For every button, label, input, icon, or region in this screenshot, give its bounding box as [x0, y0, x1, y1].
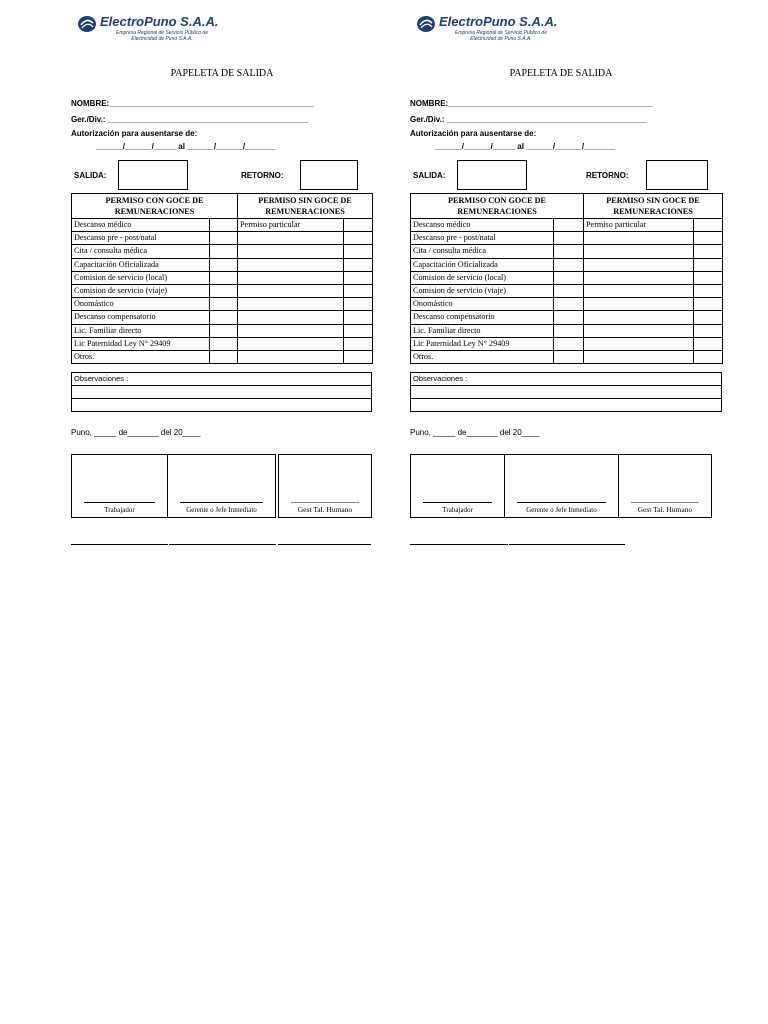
- unpaid-leave-check[interactable]: [344, 350, 373, 363]
- paid-leave-item: Descanso médico: [411, 219, 554, 232]
- permission-row: [411, 284, 723, 297]
- signature-line: [291, 502, 359, 503]
- paid-leave-check[interactable]: [554, 271, 584, 284]
- time-row: [410, 160, 712, 196]
- permission-row: [72, 350, 373, 363]
- bottom-line: [278, 544, 371, 545]
- paid-leave-item: Comision de servicio (viaje): [411, 284, 554, 297]
- unpaid-leave-check[interactable]: [344, 298, 373, 311]
- unpaid-leave-item: [584, 245, 694, 258]
- paid-leave-check[interactable]: [554, 258, 584, 271]
- observations-label: Observaciones :: [411, 373, 721, 386]
- name-field[interactable]: NOMBRE:______________________________________________: [71, 99, 314, 108]
- paid-leave-item: Comision de servicio (local): [72, 271, 210, 284]
- authorization-label: Autorización para ausentarse de:: [410, 129, 537, 138]
- hr-signature-box[interactable]: [278, 454, 372, 518]
- unpaid-leave-item: [584, 337, 694, 350]
- paid-leave-check[interactable]: [210, 219, 238, 232]
- manager-signature-box[interactable]: [168, 454, 276, 518]
- unpaid-leave-item: [584, 271, 694, 284]
- paid-leave-check[interactable]: [210, 245, 238, 258]
- unpaid-leave-check[interactable]: [344, 284, 373, 297]
- permission-row: [411, 337, 723, 350]
- observations-box[interactable]: [410, 372, 722, 412]
- permission-row: [72, 258, 373, 271]
- company-logo: [416, 12, 712, 48]
- unpaid-leave-check[interactable]: [344, 245, 373, 258]
- unpaid-leave-item: [584, 324, 694, 337]
- paid-leave-check[interactable]: [210, 271, 238, 284]
- time-row: [71, 160, 373, 196]
- paid-leave-header: PERMISO CON GOCE DE REMUNERACIONES: [72, 194, 238, 219]
- signature-row: [410, 454, 712, 518]
- paid-leave-item: Otros.: [411, 350, 554, 363]
- paid-leave-item: Descanso médico: [72, 219, 210, 232]
- name-field[interactable]: NOMBRE:______________________________________________: [410, 99, 653, 108]
- unpaid-leave-check[interactable]: [344, 324, 373, 337]
- signature-line: [517, 502, 606, 503]
- paid-leave-check[interactable]: [554, 324, 584, 337]
- paid-leave-check[interactable]: [210, 337, 238, 350]
- unpaid-leave-item: [238, 298, 344, 311]
- bottom-line: [71, 544, 168, 545]
- date-range-field[interactable]: ______/______/_____ al ______/______/_______: [435, 142, 616, 151]
- unpaid-leave-item: [584, 258, 694, 271]
- permit-form-left: [71, 12, 373, 550]
- paid-leave-item: Comision de servicio (viaje): [72, 284, 210, 297]
- bottom-lines: [410, 544, 712, 550]
- permission-row: [411, 271, 723, 284]
- unpaid-leave-item: [238, 350, 344, 363]
- manager-signature-box[interactable]: [505, 454, 619, 518]
- unpaid-leave-item: [238, 232, 344, 245]
- paid-leave-check[interactable]: [554, 337, 584, 350]
- observations-line[interactable]: [72, 399, 371, 411]
- signature-line: [180, 502, 263, 503]
- unpaid-leave-item: [584, 284, 694, 297]
- unpaid-leave-header: PERMISO SIN GOCE DE REMUNERACIONES: [238, 194, 373, 219]
- signature-row: [71, 454, 373, 518]
- observations-box[interactable]: [71, 372, 372, 412]
- paid-leave-item: Comision de servicio (local): [411, 271, 554, 284]
- paid-leave-check[interactable]: [554, 245, 584, 258]
- paid-leave-check[interactable]: [210, 350, 238, 363]
- departure-label: SALIDA:: [413, 171, 446, 180]
- unpaid-leave-check[interactable]: [344, 232, 373, 245]
- paid-leave-check[interactable]: [210, 284, 238, 297]
- paid-leave-item: Lic. Familiar directo: [411, 324, 554, 337]
- paid-leave-item: Lic Paternidad Ley N° 29409: [72, 337, 210, 350]
- logo-emblem-icon: [416, 14, 436, 34]
- paid-leave-item: Descanso compensatorio: [411, 311, 554, 324]
- observations-label: Observaciones :: [72, 373, 371, 386]
- bottom-line: [410, 544, 508, 545]
- unpaid-leave-item: [238, 311, 344, 324]
- worker-signature-box[interactable]: [410, 454, 505, 518]
- permission-row: [72, 298, 373, 311]
- unpaid-leave-item: [238, 324, 344, 337]
- signature-line: [631, 502, 699, 503]
- hr-signature-box[interactable]: [619, 454, 712, 518]
- paid-leave-check[interactable]: [210, 258, 238, 271]
- permission-row: [411, 219, 723, 232]
- paid-leave-item: Lic Paternidad Ley N° 29409: [411, 337, 554, 350]
- logo-emblem-icon: [77, 14, 97, 34]
- unpaid-leave-check[interactable]: [344, 258, 373, 271]
- paid-leave-item: Capacitación Oficializada: [72, 258, 210, 271]
- permission-row: [411, 232, 723, 245]
- permission-row: [72, 337, 373, 350]
- permission-row: [411, 311, 723, 324]
- permission-row: [72, 232, 373, 245]
- permission-row: [72, 271, 373, 284]
- manager-signature-label: Gerente o Jefe Inmediato: [526, 506, 597, 515]
- unpaid-leave-check[interactable]: [694, 324, 723, 337]
- worker-signature-label: Trabajador: [104, 506, 135, 515]
- signature-line: [423, 502, 492, 503]
- brand-tagline: Empresa Regional de Servicio Público de Electricidad de Puno S.A.A.: [455, 30, 547, 42]
- paid-leave-item: Onomástico: [72, 298, 210, 311]
- paid-leave-check[interactable]: [554, 298, 584, 311]
- permission-row: [411, 245, 723, 258]
- unpaid-leave-item: Permiso particular: [238, 219, 344, 232]
- permission-row: [411, 258, 723, 271]
- permission-row: [72, 219, 373, 232]
- unpaid-leave-item: [584, 311, 694, 324]
- unpaid-leave-item: Permiso particular: [584, 219, 694, 232]
- unpaid-leave-item: [584, 232, 694, 245]
- unpaid-leave-check[interactable]: [694, 258, 723, 271]
- return-time-box[interactable]: [646, 160, 708, 190]
- place-date-field[interactable]: Puno, _____ de_______ del 20____: [410, 428, 540, 438]
- unpaid-leave-item: [238, 284, 344, 297]
- departure-time-box[interactable]: [118, 160, 188, 190]
- paid-leave-check[interactable]: [210, 311, 238, 324]
- unpaid-leave-item: [238, 337, 344, 350]
- bottom-line: [169, 544, 276, 545]
- permission-row: [411, 350, 723, 363]
- authorization-label: Autorización para ausentarse de:: [71, 129, 198, 138]
- permission-row: [72, 311, 373, 324]
- division-field[interactable]: Ger./Div.: _____________________________________________: [71, 115, 308, 124]
- paid-leave-item: Otros.: [72, 350, 210, 363]
- observations-line[interactable]: [411, 399, 721, 411]
- paid-leave-check[interactable]: [210, 232, 238, 245]
- permission-table: [71, 193, 373, 364]
- unpaid-leave-check[interactable]: [694, 245, 723, 258]
- paid-leave-header: PERMISO CON GOCE DE REMUNERACIONES: [411, 194, 584, 219]
- company-logo: [77, 12, 373, 48]
- place-date-field[interactable]: Puno, _____ de_______ del 20____: [71, 428, 201, 438]
- paid-leave-check[interactable]: [554, 350, 584, 363]
- paid-leave-check[interactable]: [554, 219, 584, 232]
- manager-signature-label: Gerente o Jefe Inmediato: [186, 506, 257, 515]
- bottom-line: [509, 544, 625, 545]
- brand-name: ElectroPuno S.A.A.: [100, 14, 219, 29]
- division-field[interactable]: Ger./Div.: _____________________________________________: [410, 115, 647, 124]
- brand-name: ElectroPuno S.A.A.: [439, 14, 558, 29]
- unpaid-leave-check[interactable]: [694, 311, 723, 324]
- permission-row: [411, 298, 723, 311]
- unpaid-leave-check[interactable]: [694, 271, 723, 284]
- permission-row: [411, 324, 723, 337]
- worker-signature-label: Trabajador: [442, 506, 473, 515]
- permission-row: [72, 324, 373, 337]
- unpaid-leave-check[interactable]: [694, 284, 723, 297]
- return-label: RETORNO:: [241, 171, 284, 180]
- hr-signature-label: Gest Tal. Humano: [297, 505, 353, 515]
- unpaid-leave-check[interactable]: [344, 311, 373, 324]
- unpaid-leave-item: [238, 271, 344, 284]
- observations-line[interactable]: [411, 386, 721, 399]
- paid-leave-check[interactable]: [554, 311, 584, 324]
- date-range-field[interactable]: ______/______/_____ al ______/______/_______: [96, 142, 277, 151]
- unpaid-leave-item: [238, 245, 344, 258]
- paid-leave-item: Descanso compensatorio: [72, 311, 210, 324]
- paid-leave-check[interactable]: [554, 284, 584, 297]
- unpaid-leave-check[interactable]: [694, 219, 723, 232]
- permission-row: [72, 284, 373, 297]
- unpaid-leave-check[interactable]: [694, 298, 723, 311]
- return-label: RETORNO:: [586, 171, 629, 180]
- paid-leave-check[interactable]: [210, 324, 238, 337]
- departure-label: SALIDA:: [74, 171, 107, 180]
- return-time-box[interactable]: [300, 160, 358, 190]
- paid-leave-item: Capacitación Oficializada: [411, 258, 554, 271]
- paid-leave-item: Cita / consulta médica: [72, 245, 210, 258]
- hr-signature-label: Gest Tal. Humano: [637, 505, 693, 515]
- unpaid-leave-item: [584, 350, 694, 363]
- brand-tagline: Empresa Regional de Servicio Público de Electricidad de Puno S.A.A.: [116, 30, 208, 42]
- permit-form-right: [410, 12, 712, 550]
- paid-leave-item: Cita / consulta médica: [411, 245, 554, 258]
- paid-leave-item: Lic. Familiar directo: [72, 324, 210, 337]
- paid-leave-item: Descanso pre - post/natal: [411, 232, 554, 245]
- unpaid-leave-item: [584, 298, 694, 311]
- unpaid-leave-check[interactable]: [694, 350, 723, 363]
- bottom-lines: [71, 544, 373, 550]
- unpaid-leave-item: [238, 258, 344, 271]
- paid-leave-item: Descanso pre - post/natal: [72, 232, 210, 245]
- unpaid-leave-check[interactable]: [694, 337, 723, 350]
- permission-row: [72, 245, 373, 258]
- unpaid-leave-check[interactable]: [344, 219, 373, 232]
- unpaid-leave-header: PERMISO SIN GOCE DE REMUNERACIONES: [584, 194, 723, 219]
- unpaid-leave-check[interactable]: [694, 232, 723, 245]
- paid-leave-check[interactable]: [554, 232, 584, 245]
- unpaid-leave-check[interactable]: [344, 337, 373, 350]
- signature-line: [84, 502, 155, 503]
- permission-table: [410, 193, 723, 364]
- worker-signature-box[interactable]: [71, 454, 168, 518]
- departure-time-box[interactable]: [457, 160, 527, 190]
- observations-line[interactable]: [72, 386, 371, 399]
- paid-leave-item: Onomástico: [411, 298, 554, 311]
- form-title: PAPELETA DE SALIDA: [170, 68, 274, 79]
- paid-leave-check[interactable]: [210, 298, 238, 311]
- form-title: PAPELETA DE SALIDA: [509, 68, 613, 79]
- unpaid-leave-check[interactable]: [344, 271, 373, 284]
